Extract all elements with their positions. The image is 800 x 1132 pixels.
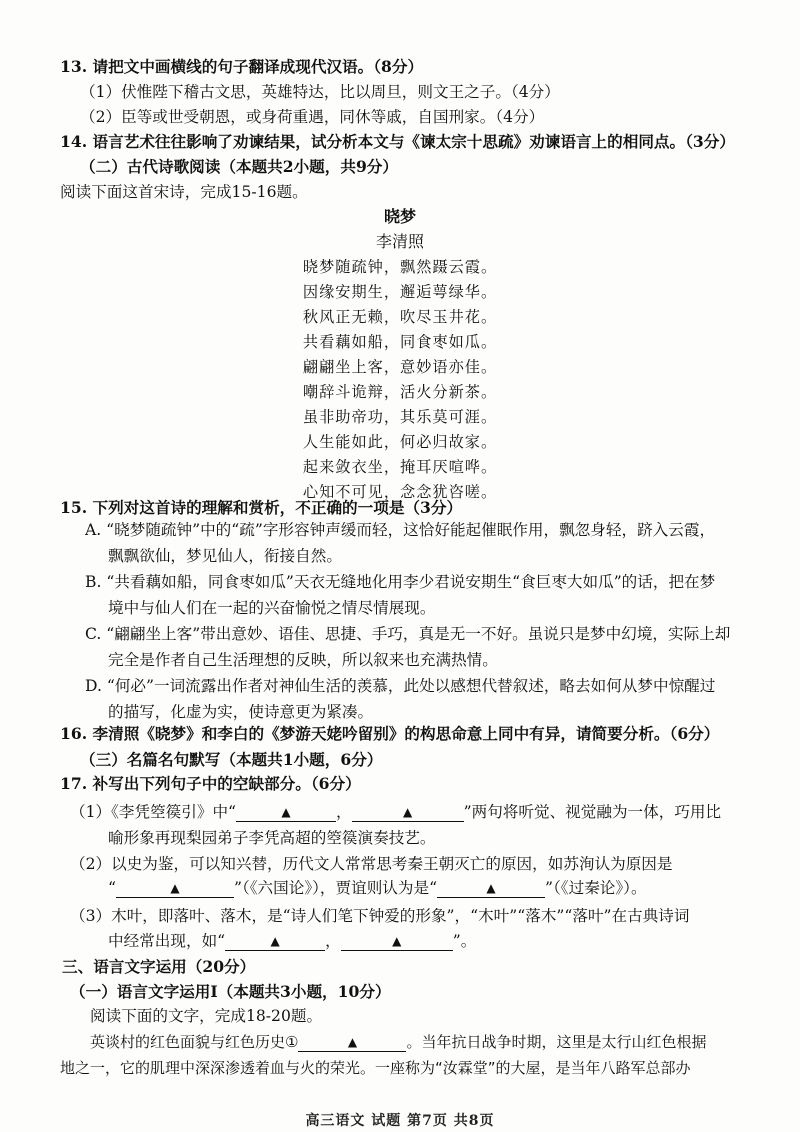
option-d-line-2: 的描写，化虚为实，使诗意更为紧凑。 [108, 703, 374, 721]
poetry-section-heading: （二）古代诗歌阅读（本题共2小题，共9分） [80, 157, 398, 176]
poem-line: 嘲辞斗诡辩，活火分新茶。 [302, 383, 498, 401]
poem-line: 翩翩坐上客，意妙语亦佳。 [302, 358, 498, 376]
poem-line: 共看藕如船，同食枣如瓜。 [302, 333, 498, 351]
option-a-line-1: A. “晓梦随疏钟”中的“疏”字形容钟声缓而轻，这恰好能起催眠作用，飘忽身轻，跻入云霞， [85, 521, 716, 539]
poem-line: 晓梦随疏钟，飘然蹑云霞。 [302, 258, 498, 276]
answer-blank-4[interactable] [437, 879, 545, 898]
section-3-sub-heading: （一）语言文字运用Ⅰ（本题共3小题，10分） [70, 982, 391, 1001]
option-d-line-1: D. “何必”一词流露出作者对神仙生活的羡慕，此处以感想代替叙述，略去如何从梦中惊醒过 [85, 677, 716, 695]
question-13-heading: 13. 请把文中画横线的句子翻译成现代汉语。（8分） [60, 57, 424, 76]
poem-line: 因缘安期生，邂逅萼绿华。 [302, 283, 498, 301]
answer-blank-7[interactable] [298, 1033, 406, 1052]
poem-line: 秋风正无赖，吹尽玉井花。 [302, 308, 498, 326]
question-17-item-1-cont: 喻形象再现梨园弟子李凭高超的箜篌演奏技艺。 [108, 829, 436, 847]
poem-author: 李清照 [375, 232, 424, 251]
question-17-item-2: （2）以史为鉴，可以知兴替，历代文人常常思考秦王朝灭亡的原因，如苏洵认为原因是 [70, 855, 673, 873]
question-17-item-2-cont: “ ▲ ”（《六国论》），贾谊则认为是“ ▲ ”（《过秦论》）。 [108, 879, 647, 897]
answer-blank-2[interactable] [352, 803, 464, 822]
option-b-line-1: B. “共看藕如船，同食枣如瓜”天衣无缝地化用李少君说安期生“食巨枣大如瓜”的话，把在梦 [85, 573, 716, 591]
poem-line: 起来敛衣坐，掩耳厌喧哗。 [302, 458, 498, 476]
section-3-heading: 三、语言文字运用（20分） [62, 957, 256, 976]
answer-blank-3[interactable] [116, 879, 234, 898]
answer-blank-1[interactable] [236, 803, 336, 822]
question-17-item-3: （3）木叶，即落叶、落木，是“诗人们笔下钟爱的形象”，“木叶”“落木”“落叶”在古典诗词 [70, 907, 690, 925]
passage-line-1: 英谈村的红色面貌与红色历史① ▲ 。当年抗日战争时期，这里是太行山红色根据 [90, 1033, 707, 1051]
answer-blank-6[interactable] [341, 932, 453, 951]
answer-blank-5[interactable] [225, 932, 325, 951]
question-17-item-3-cont: 中经常出现，如“ ▲ ， ▲ ”。 [108, 932, 477, 950]
question-16-heading: 16. 李清照《晓梦》和李白的《梦游天姥吟留别》的构思命意上同中有异，请简要分析。（6分） [60, 724, 720, 743]
question-15-heading: 15. 下列对这首诗的理解和赏析，不正确的一项是（3分） [60, 498, 463, 517]
mingpian-section-heading: （三）名篇名句默写（本题共1小题，6分） [80, 750, 383, 769]
option-b-line-2: 境中与仙人们在一起的兴奋愉悦之情尽情展现。 [108, 599, 436, 617]
blank-marker-icon: ▲ [403, 805, 413, 819]
page-footer: 高三语文 试题 第7页 共8页 [305, 1113, 495, 1129]
question-17-heading: 17. 补写出下列句子中的空缺部分。（6分） [60, 774, 361, 793]
poem-line: 虽非助帝功，其乐莫可涯。 [302, 408, 498, 426]
question-13-item-2: （2）臣等或世受朝恩，或身荷重遇，同休等戚，自国刑家。（4分） [80, 108, 545, 126]
option-a-line-2: 飘飘欲仙，梦见仙人，衔接自然。 [108, 547, 342, 565]
poetry-intro: 阅读下面这首宋诗，完成15-16题。 [60, 183, 308, 201]
poem-line: 人生能如此，何必归故家。 [302, 433, 498, 451]
question-14-heading: 14. 语言艺术往往影响了劝谏结果，试分析本文与《谏太宗十思疏》劝谏语言上的相同点。（3分） [60, 132, 735, 151]
blank-marker-icon: ▲ [392, 934, 402, 948]
blank-marker-icon: ▲ [486, 881, 496, 895]
passage-line-2: 地之一，它的肌理中深深渗透着血与火的荣光。一座称为“汝霖堂”的大屋，是当年八路军总部办 [60, 1059, 691, 1077]
poem-line: 心知不可见，念念犹咨嗟。 [302, 483, 498, 501]
question-17-item-1: （1）《李凭箜篌引》中“ ▲ ， ▲ ”两句将听觉、视觉融为一体，巧用比 [70, 803, 722, 821]
blank-marker-icon: ▲ [170, 881, 180, 895]
blank-marker-icon: ▲ [347, 1035, 358, 1049]
blank-marker-icon: ▲ [270, 934, 280, 948]
option-c-line-1: C. “翩翩坐上客”带出意妙、语佳、思捷、手巧，真是无一不好。虽说只是梦中幻境，实际上却 [85, 625, 731, 643]
question-13-item-1: （1）伏惟陛下稽古文思，英雄特达，比以周旦，则文王之子。（4分） [80, 83, 560, 101]
section-3-intro: 阅读下面的文字，完成18-20题。 [90, 1007, 323, 1025]
option-c-line-2: 完全是作者自己生活理想的反映，所以叙来也充满热情。 [108, 651, 498, 669]
poem-title: 晓梦 [383, 207, 416, 226]
blank-marker-icon: ▲ [281, 805, 291, 819]
